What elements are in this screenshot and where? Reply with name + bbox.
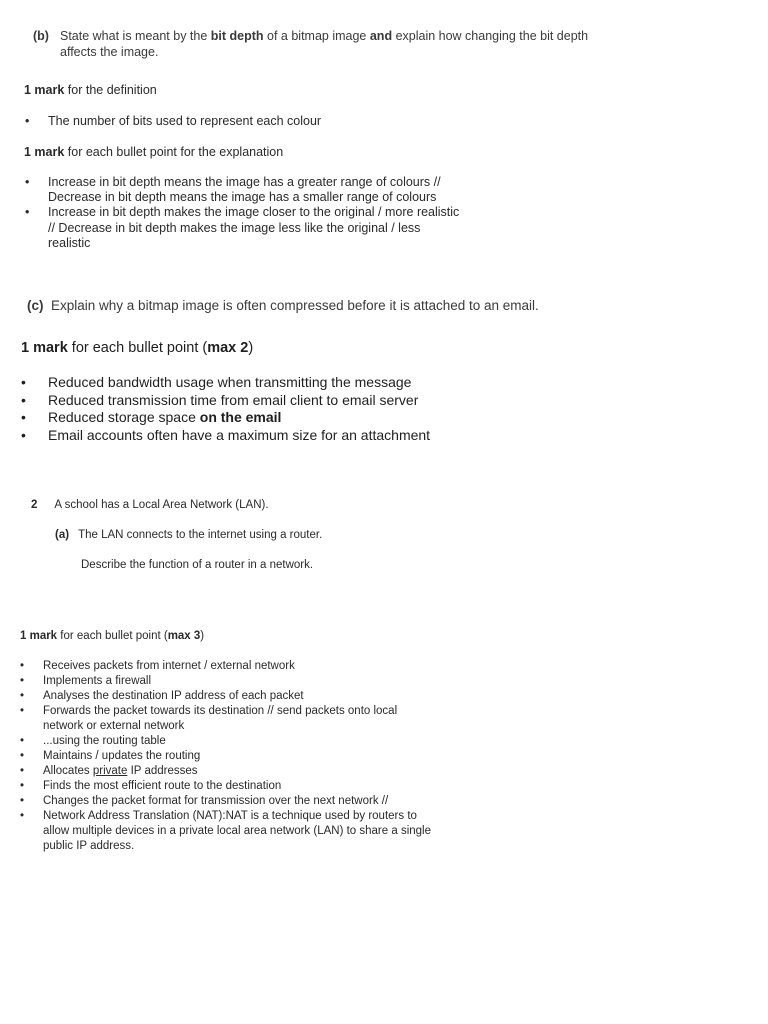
question-b	[33, 28, 613, 60]
list-item: • Analyses the destination IP address of each packet	[20, 690, 304, 702]
definition-mark-heading: 1 mark for the definition	[24, 83, 157, 97]
list-item: • ...using the routing table	[20, 735, 166, 747]
list-item: • Maintains / updates the routing	[20, 750, 201, 762]
question-2a: (a) The LAN connects to the internet using a router.	[55, 529, 323, 541]
question-b-label: (b)	[33, 29, 49, 43]
list-item: • Email accounts often have a maximum size for an attachment	[21, 426, 431, 443]
list-item: • Forwards the packet towards its destination // send packets onto local network or external network	[20, 705, 398, 732]
list-item: • Increase in bit depth makes the image closer to the original / more realistic // Decrease in bit depth makes the image less like the original / less realistic	[25, 205, 460, 250]
question-2a-instruction: Describe the function of a router in a network.	[81, 559, 314, 571]
part-c-mark-heading: 1 mark for each bullet point (max 2)	[21, 340, 254, 356]
list-item: • Implements a firewall	[20, 675, 152, 687]
list-item: • Increase in bit depth means the image has a greater range of colours // Decrease in bit depth means the image has a smaller range of colours	[25, 175, 441, 205]
list-item: • Allocates private IP addresses	[20, 765, 198, 777]
explanation-list	[24, 175, 460, 251]
list-item: • Receives packets from internet / external network	[20, 660, 295, 672]
question-b-text: State what is meant by the bit depth of a bitmap image and explain how changing the bit depth affects the image.	[60, 29, 589, 59]
list-item: • Reduced storage space on the email	[21, 409, 282, 425]
part-c-list	[21, 374, 481, 444]
definition-list	[24, 114, 464, 129]
explanation-mark-heading: 1 mark for each bullet point for the explanation	[24, 145, 284, 159]
q2-mark-heading: 1 mark for each bullet point (max 3)	[20, 630, 205, 642]
list-item: • Reduced transmission time from email client to email server	[21, 391, 419, 408]
list-item: • Network Address Translation (NAT):NAT is a technique used by routers to allow multiple devices in a private local area network (LAN) to share a single public IP address.	[20, 810, 431, 852]
list-item: • Reduced bandwidth usage when transmitting the message	[21, 374, 412, 390]
question-c: (c) Explain why a bitmap image is often compressed before it is attached to an email.	[27, 298, 539, 313]
list-item: • Finds the most efficient route to the destination	[20, 780, 282, 792]
list-item: • Changes the packet format for transmission over the next network //	[20, 795, 389, 807]
list-item: • The number of bits used to represent each colour	[25, 114, 322, 128]
question-2: 2 A school has a Local Area Network (LAN).	[31, 499, 269, 511]
q2-list	[20, 659, 432, 854]
